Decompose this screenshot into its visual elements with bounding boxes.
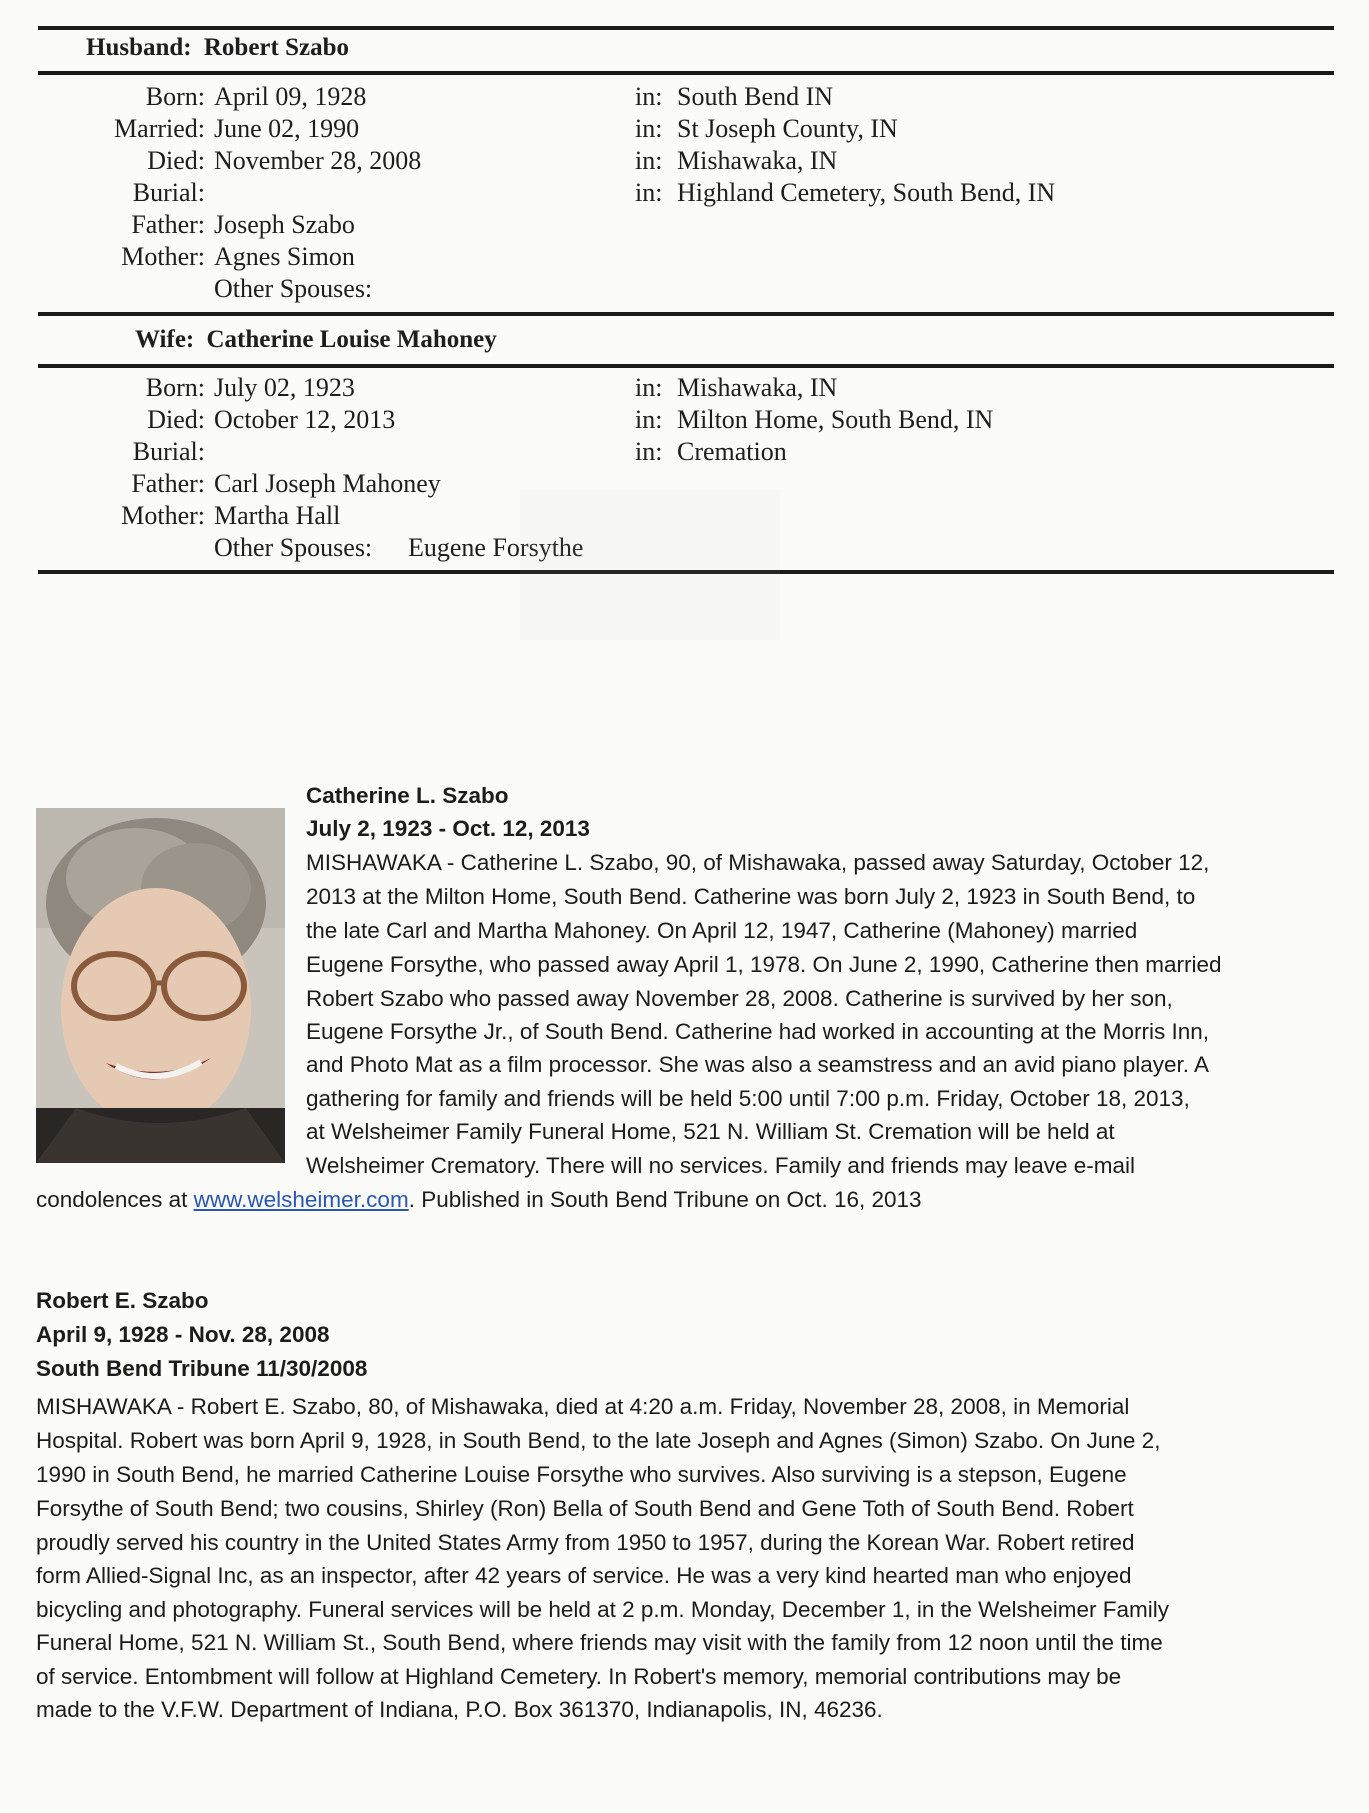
row-value: Agnes Simon bbox=[214, 242, 355, 271]
row-place: Mishawaka, IN bbox=[677, 146, 838, 175]
in-label: in: bbox=[635, 405, 663, 434]
welsheimer-link[interactable]: www.welsheimer.com bbox=[193, 1187, 409, 1212]
other-spouses-label: Other Spouses: bbox=[214, 533, 373, 562]
robert-obit-line: Forsythe of South Bend; two cousins, Shirley (Ron) Bella of South Bend and Gene Toth of South Bend. Robert bbox=[36, 1496, 1134, 1521]
bleed-through-marks bbox=[520, 490, 780, 640]
husband-burial-row bbox=[38, 178, 1334, 210]
catherine-obit-line: at Welsheimer Family Funeral Home, 521 N. William St. Cremation will be held at bbox=[306, 1119, 1115, 1144]
row-label: Mother: bbox=[121, 242, 205, 271]
row-value: Joseph Szabo bbox=[214, 210, 355, 239]
husband-heading-label: Husband: bbox=[86, 34, 192, 61]
row-value: July 02, 1923 bbox=[214, 373, 355, 402]
catherine-obit-line: Robert Szabo who passed away November 28, 2008. Catherine is survived by her son, bbox=[306, 986, 1173, 1011]
row-value: June 02, 1990 bbox=[214, 114, 360, 143]
husband-name: Robert Szabo bbox=[203, 34, 350, 61]
wife-burial-row bbox=[38, 437, 1334, 469]
robert-obit-line: Funeral Home, 521 N. William St., South Bend, where friends may visit with the family from 12 noon until the time bbox=[36, 1630, 1163, 1655]
catherine-portrait-photo bbox=[36, 808, 285, 1163]
robert-obit-dates: April 9, 1928 - Nov. 28, 2008 bbox=[36, 1322, 330, 1347]
robert-obit-name: Robert E. Szabo bbox=[36, 1288, 209, 1313]
row-label: Married: bbox=[114, 114, 205, 143]
robert-obit-line: bicycling and photography. Funeral services will be held at 2 p.m. Monday, December 1, in the Welsheimer Family bbox=[36, 1597, 1170, 1622]
wife-died-row bbox=[38, 405, 1334, 437]
husband-father-row bbox=[38, 210, 1334, 242]
row-place: St Joseph County, IN bbox=[677, 114, 898, 143]
catherine-obit-line: Welsheimer Crematory. There will no services. Family and friends may leave e-mail bbox=[306, 1153, 1136, 1178]
robert-obit-source: South Bend Tribune 11/30/2008 bbox=[36, 1356, 368, 1381]
robert-obit-line: made to the V.F.W. Department of Indiana, P.O. Box 361370, Indianapolis, IN, 46236. bbox=[36, 1697, 883, 1722]
in-label: in: bbox=[635, 373, 663, 402]
row-label: Father: bbox=[131, 210, 205, 239]
wife-rule bbox=[38, 364, 1334, 368]
row-value: Martha Hall bbox=[214, 501, 341, 530]
catherine-obit-line: the late Carl and Martha Mahoney. On April 12, 1947, Catherine (Mahoney) married bbox=[306, 918, 1138, 943]
row-label: Burial: bbox=[132, 178, 205, 207]
wife-top-rule bbox=[38, 312, 1334, 316]
condolences-prefix: condolences at bbox=[36, 1187, 194, 1212]
robert-obit-line: form Allied-Signal Inc, as an inspector, after 42 years of service. He was a very kind hearted man who enjoyed bbox=[36, 1563, 1132, 1588]
catherine-obit-line: gathering for family and friends will be held 5:00 until 7:00 p.m. Friday, October 18, 2013, bbox=[306, 1086, 1190, 1111]
husband-other-spouses-row bbox=[38, 274, 1334, 306]
robert-obit-line: of service. Entombment will follow at Highland Cemetery. In Robert's memory, memorial contributions may be bbox=[36, 1664, 1122, 1689]
wife-heading bbox=[135, 326, 497, 354]
in-label: in: bbox=[635, 437, 663, 466]
wife-heading-label: Wife: bbox=[135, 326, 195, 353]
row-place: Milton Home, South Bend, IN bbox=[677, 405, 994, 434]
published-suffix: . Published in South Bend Tribune on Oct. 16, 2013 bbox=[408, 1187, 922, 1212]
husband-born-row bbox=[38, 82, 1334, 114]
row-label: Born: bbox=[145, 373, 205, 402]
row-label: Died: bbox=[147, 405, 205, 434]
robert-obit-line: proudly served his country in the United States Army from 1950 to 1957, during the Korean War. Robert retired bbox=[36, 1530, 1135, 1555]
catherine-obit-line: Eugene Forsythe, who passed away April 1, 1978. On June 2, 1990, Catherine then married bbox=[306, 952, 1222, 977]
catherine-obit-last-line bbox=[36, 1183, 922, 1217]
top-rule bbox=[38, 26, 1334, 30]
husband-rule bbox=[38, 71, 1334, 75]
in-label: in: bbox=[635, 146, 663, 175]
row-value: April 09, 1928 bbox=[214, 82, 367, 111]
row-label: Died: bbox=[147, 146, 205, 175]
in-label: in: bbox=[635, 114, 663, 143]
in-label: in: bbox=[635, 82, 663, 111]
row-place: Highland Cemetery, South Bend, IN bbox=[677, 178, 1056, 207]
robert-obit-line: MISHAWAKA - Robert E. Szabo, 80, of Mishawaka, died at 4:20 a.m. Friday, November 28, 2008, in Memorial bbox=[36, 1394, 1130, 1419]
row-value: Carl Joseph Mahoney bbox=[214, 469, 441, 498]
robert-obit-line: 1990 in South Bend, he married Catherine Louise Forsythe who survives. Also surviving is a stepson, Eugene bbox=[36, 1462, 1127, 1487]
row-place: South Bend IN bbox=[677, 82, 833, 111]
row-value: November 28, 2008 bbox=[214, 146, 422, 175]
in-label: in: bbox=[635, 178, 663, 207]
row-label: Mother: bbox=[121, 501, 205, 530]
row-place: Cremation bbox=[677, 437, 787, 466]
row-place: Mishawaka, IN bbox=[677, 373, 838, 402]
husband-heading bbox=[86, 34, 349, 62]
robert-obit-line: Hospital. Robert was born April 9, 1928, in South Bend, to the late Joseph and Agnes (Simon) Szabo. On June 2, bbox=[36, 1428, 1161, 1453]
catherine-obit-line: and Photo Mat as a film processor. She was also a seamstress and an avid piano player. A bbox=[306, 1052, 1209, 1077]
catherine-obit-line: MISHAWAKA - Catherine L. Szabo, 90, of Mishawaka, passed away Saturday, October 12, bbox=[306, 850, 1210, 875]
catherine-obit-line: Eugene Forsythe Jr., of South Bend. Catherine had worked in accounting at the Morris Inn, bbox=[306, 1019, 1210, 1044]
row-label: Burial: bbox=[132, 437, 205, 466]
catherine-obit-dates: July 2, 1923 - Oct. 12, 2013 bbox=[306, 816, 590, 841]
wife-born-row bbox=[38, 373, 1334, 405]
husband-mother-row bbox=[38, 242, 1334, 274]
husband-died-row bbox=[38, 146, 1334, 178]
wife-name: Catherine Louise Mahoney bbox=[206, 326, 497, 353]
other-spouses-label: Other Spouses: bbox=[214, 274, 373, 303]
catherine-obit-line: 2013 at the Milton Home, South Bend. Catherine was born July 2, 1923 in South Bend, to bbox=[306, 884, 1196, 909]
other-spouses-value: Eugene Forsythe bbox=[408, 533, 584, 562]
catherine-obit-name: Catherine L. Szabo bbox=[306, 783, 509, 808]
husband-married-row bbox=[38, 114, 1334, 146]
row-label: Born: bbox=[145, 82, 205, 111]
row-value: October 12, 2013 bbox=[214, 405, 396, 434]
row-label: Father: bbox=[131, 469, 205, 498]
